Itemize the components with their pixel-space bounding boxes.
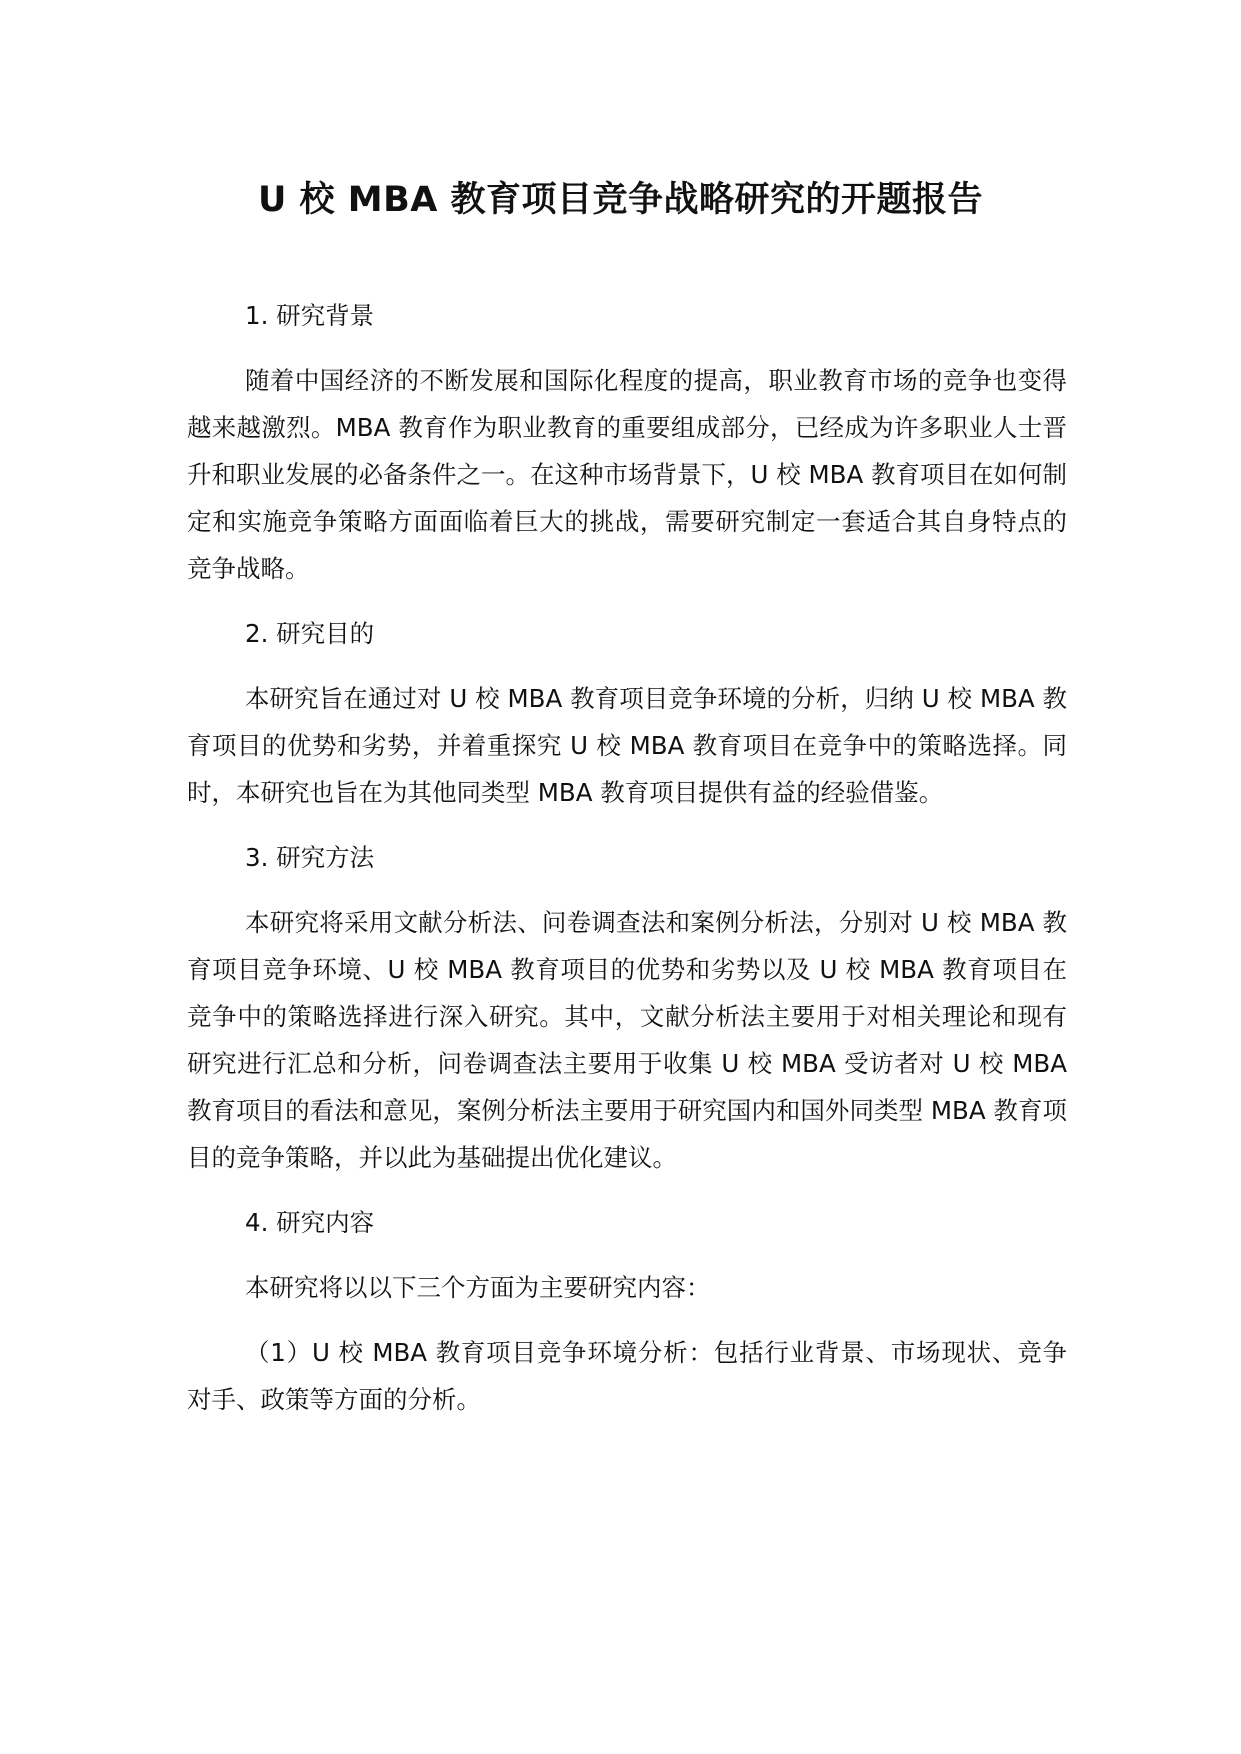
section-research-methods [187,834,1067,1181]
section-paragraph: 本研究将采用文献分析法、问卷调查法和案例分析法，分别对 U 校 MBA 教育项目竞争环境、U 校 MBA 教育项目的优势和劣势以及 U 校 MBA 教育项目在竞争中的策略选择进行深入研究。其中，文献分析法主要用于对相关理论和现有研究进行汇总和分析，问卷调查法主要用于收集 U 校 MBA 受访者对 U 校 MBA 教育项目的看法和意见，案例分析法主要用于研究国内和国外同类型 MBA 教育项目的竞争策略，并以此为基础提出优化建议。 [187,908,1067,1172]
section-heading: 2. 研究目的 [245,619,375,648]
section-paragraph: 随着中国经济的不断发展和国际化程度的提高，职业教育市场的竞争也变得越来越激烈。MBA 教育作为职业教育的重要组成部分，已经成为许多职业人士晋升和职业发展的必备条件之一。在这种市场背景下，U 校 MBA 教育项目在如何制定和实施竞争策略方面面临着巨大的挑战，需要研究制定一套适合其自身特点的竞争战略。 [187,366,1067,583]
section-heading: 3. 研究方法 [245,843,375,872]
section-research-background [187,292,1067,592]
document-body [187,292,1067,1441]
section-paragraph: 本研究将以以下三个方面为主要研究内容： [245,1273,711,1302]
section-research-content [187,1199,1067,1423]
section-paragraph-list-item: （1）U 校 MBA 教育项目竞争环境分析：包括行业背景、市场现状、竞争对手、政策等方面的分析。 [187,1338,1067,1414]
section-heading: 1. 研究背景 [245,301,375,330]
section-paragraph: 本研究旨在通过对 U 校 MBA 教育项目竞争环境的分析，归纳 U 校 MBA 教育项目的优势和劣势，并着重探究 U 校 MBA 教育项目在竞争中的策略选择。同时，本研究也旨在为其他同类型 MBA 教育项目提供有益的经验借鉴。 [187,684,1067,807]
document-title: U 校 MBA 教育项目竞争战略研究的开题报告 [257,180,984,220]
section-research-purpose [187,610,1067,816]
section-heading: 4. 研究内容 [245,1208,375,1237]
